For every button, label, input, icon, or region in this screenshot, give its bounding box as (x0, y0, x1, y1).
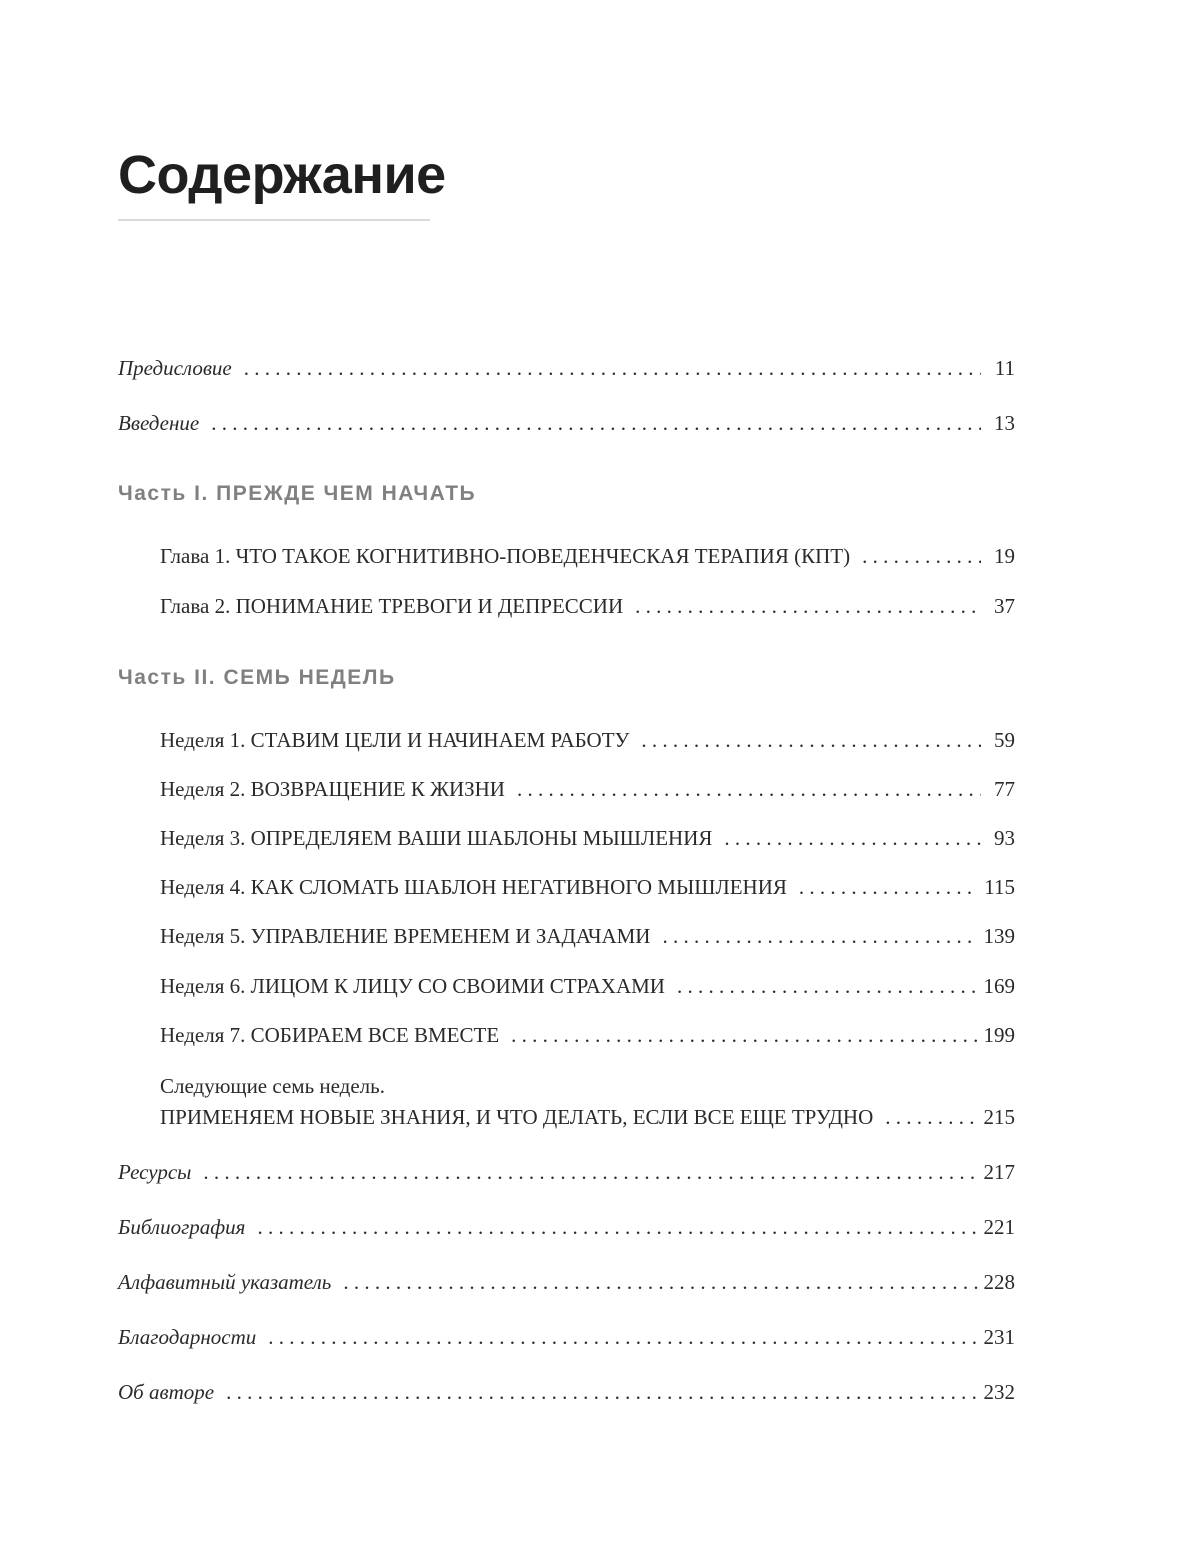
dot-leader (662, 921, 977, 951)
part-heading-1: Часть I. ПРЕЖДЕ ЧЕМ НАЧАТЬ (118, 482, 477, 505)
toc-entry-week-7[interactable] (160, 1020, 1015, 1050)
part-heading-2: Часть II. СЕМЬ НЕДЕЛЬ (118, 666, 396, 689)
toc-entry-page: 19 (994, 544, 1015, 568)
toc-entry-label: Ресурсы (118, 1160, 192, 1184)
toc-entry-label: Библиография (118, 1215, 246, 1239)
toc-entry-week-2[interactable] (160, 774, 1015, 804)
toc-entry-page: 77 (994, 777, 1015, 801)
toc-entry-label: Неделя 5. УПРАВЛЕНИЕ ВРЕМЕНЕМ И ЗАДАЧАМИ (160, 924, 651, 948)
toc-entry-next-weeks[interactable] (160, 1102, 1015, 1132)
dot-leader (268, 1322, 977, 1352)
toc-entry-preface[interactable] (118, 353, 1015, 383)
toc-entry-page: 232 (983, 1380, 1015, 1404)
dot-leader (211, 408, 981, 438)
toc-entry-label: Неделя 4. КАК СЛОМАТЬ ШАБЛОН НЕГАТИВНОГО МЫШЛЕНИЯ (160, 875, 787, 899)
page-title: Содержание (118, 145, 446, 205)
toc-entry-page: 215 (983, 1105, 1015, 1129)
toc-entry-label: Неделя 7. СОБИРАЕМ ВСЕ ВМЕСТЕ (160, 1023, 500, 1047)
toc-entry-label: Неделя 1. СТАВИМ ЦЕЛИ И НАЧИНАЕМ РАБОТУ (160, 728, 630, 752)
dot-leader (511, 1020, 977, 1050)
dot-leader (724, 823, 981, 853)
toc-entry-page: 93 (994, 826, 1015, 850)
toc-entry-page: 13 (994, 411, 1015, 435)
toc-entry-page: 199 (983, 1023, 1015, 1047)
toc-entry-acknowledgements[interactable] (118, 1322, 1015, 1352)
dot-leader (343, 1267, 977, 1297)
toc-entry-label: ПРИМЕНЯЕМ НОВЫЕ ЗНАНИЯ, И ЧТО ДЕЛАТЬ, ЕСЛИ ВСЕ ЕЩЕ ТРУДНО (160, 1105, 874, 1129)
dot-leader (203, 1157, 977, 1187)
dot-leader (641, 725, 981, 755)
toc-entry-label: Неделя 3. ОПРЕДЕЛЯЕМ ВАШИ ШАБЛОНЫ МЫШЛЕНИЯ (160, 826, 713, 850)
toc-entry-week-1[interactable] (160, 725, 1015, 755)
title-underline (118, 219, 430, 221)
toc-entry-label: Введение (118, 411, 200, 435)
dot-leader (635, 591, 981, 621)
toc-entry-week-5[interactable] (160, 921, 1015, 951)
toc-entry-label: Глава 2. ПОНИМАНИЕ ТРЕВОГИ И ДЕПРЕССИИ (160, 594, 624, 618)
toc-entry-label: Неделя 2. ВОЗВРАЩЕНИЕ К ЖИЗНИ (160, 777, 505, 801)
toc-entry-label: Благодарности (118, 1325, 257, 1349)
dot-leader (257, 1212, 977, 1242)
toc-entry-label: Об авторе (118, 1380, 215, 1404)
toc-entry-label: Алфавитный указатель (118, 1270, 332, 1294)
toc-entry-chapter-1[interactable] (160, 541, 1015, 571)
toc-entry-resources[interactable] (118, 1157, 1015, 1187)
toc-entry-bibliography[interactable] (118, 1212, 1015, 1242)
toc-entry-page: 221 (983, 1215, 1015, 1239)
toc-entry-page: 59 (994, 728, 1015, 752)
toc-entry-chapter-2[interactable] (160, 591, 1015, 621)
toc-entry-label: Неделя 6. ЛИЦОМ К ЛИЦУ СО СВОИМИ СТРАХАМИ (160, 974, 665, 998)
toc-entry-page: 139 (983, 924, 1015, 948)
dot-leader (226, 1377, 977, 1407)
toc-entry-week-4[interactable] (160, 872, 1015, 902)
toc-entry-week-3[interactable] (160, 823, 1015, 853)
toc-entry-page: 217 (983, 1160, 1015, 1184)
toc-entry-introduction[interactable] (118, 408, 1015, 438)
toc-entry-next-weeks-line1: Следующие семь недель. (160, 1074, 385, 1098)
toc-entry-about-author[interactable] (118, 1377, 1015, 1407)
dot-leader (517, 774, 981, 804)
dot-leader (885, 1102, 977, 1132)
toc-entry-page: 228 (983, 1270, 1015, 1294)
dot-leader (677, 971, 978, 1001)
toc-entry-week-6[interactable] (160, 971, 1015, 1001)
toc-entry-page: 231 (983, 1325, 1015, 1349)
toc-entry-page: 37 (994, 594, 1015, 618)
dot-leader (799, 872, 978, 902)
toc-entry-page: 115 (984, 875, 1015, 899)
dot-leader (862, 541, 981, 571)
toc-entry-label: Предисловие (118, 356, 232, 380)
toc-entry-page: 169 (983, 974, 1015, 998)
dot-leader (244, 353, 981, 383)
toc-entry-page: 11 (994, 356, 1015, 380)
toc-entry-index[interactable] (118, 1267, 1015, 1297)
toc-entry-label: Глава 1. ЧТО ТАКОЕ КОГНИТИВНО-ПОВЕДЕНЧЕСКАЯ ТЕРАПИЯ (КПТ) (160, 544, 851, 568)
